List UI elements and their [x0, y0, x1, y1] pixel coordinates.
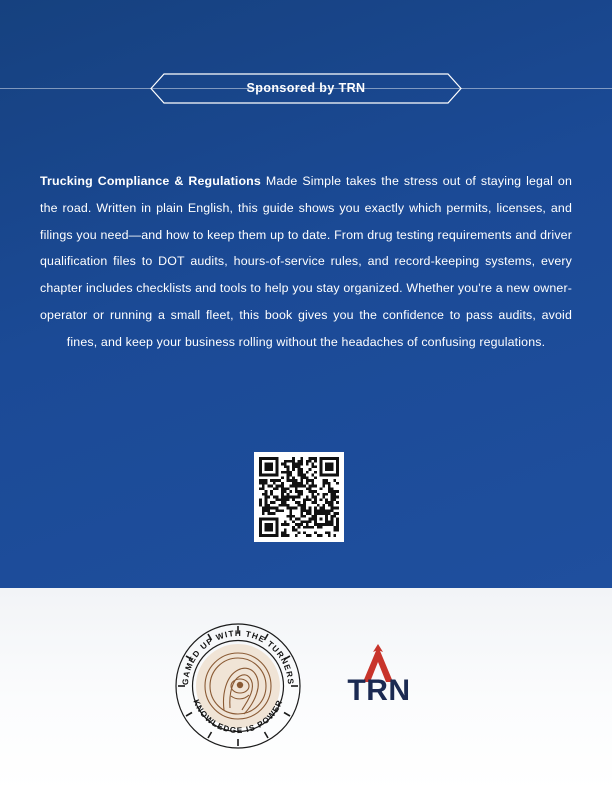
trn-logo-icon: [333, 642, 425, 704]
trn-logo-text: TRN: [347, 674, 411, 704]
qr-code-alt: [259, 537, 260, 538]
sponsor-ribbon: [150, 73, 462, 104]
book-title-lead: Trucking Compliance & Regulations: [40, 174, 261, 188]
book-description: [40, 168, 572, 356]
badge-bottom-text: KNOWLEDGE IS POWER: [191, 698, 285, 736]
footer-band: [0, 588, 612, 792]
sponsor-ribbon-label: Sponsored by TRN: [246, 81, 366, 95]
qr-code-icon[interactable]: [259, 457, 339, 537]
book-description-body: Made Simple takes the stress out of staying legal on the road. Written in plain English, this guide shows you exactly which permits, licenses, and filings you need—and how to keep them up to date. From drug testing requirements and driver qualification files to DOT audits, hours-of-service rules, and record-keeping systems, every chapter includes checklists and tools to help you stay organized. Whether you're a new owner-operator or running a small fleet, this book gives you the confidence to pass audits, avoid fines, and keep your business rolling without the headaches of confusing regulations.: [40, 174, 572, 349]
qr-code[interactable]: [254, 452, 344, 542]
circular-seal-badge-icon: [174, 622, 302, 750]
badge-top-text: GAMED UP WITH THE TURNERS: [180, 628, 296, 686]
